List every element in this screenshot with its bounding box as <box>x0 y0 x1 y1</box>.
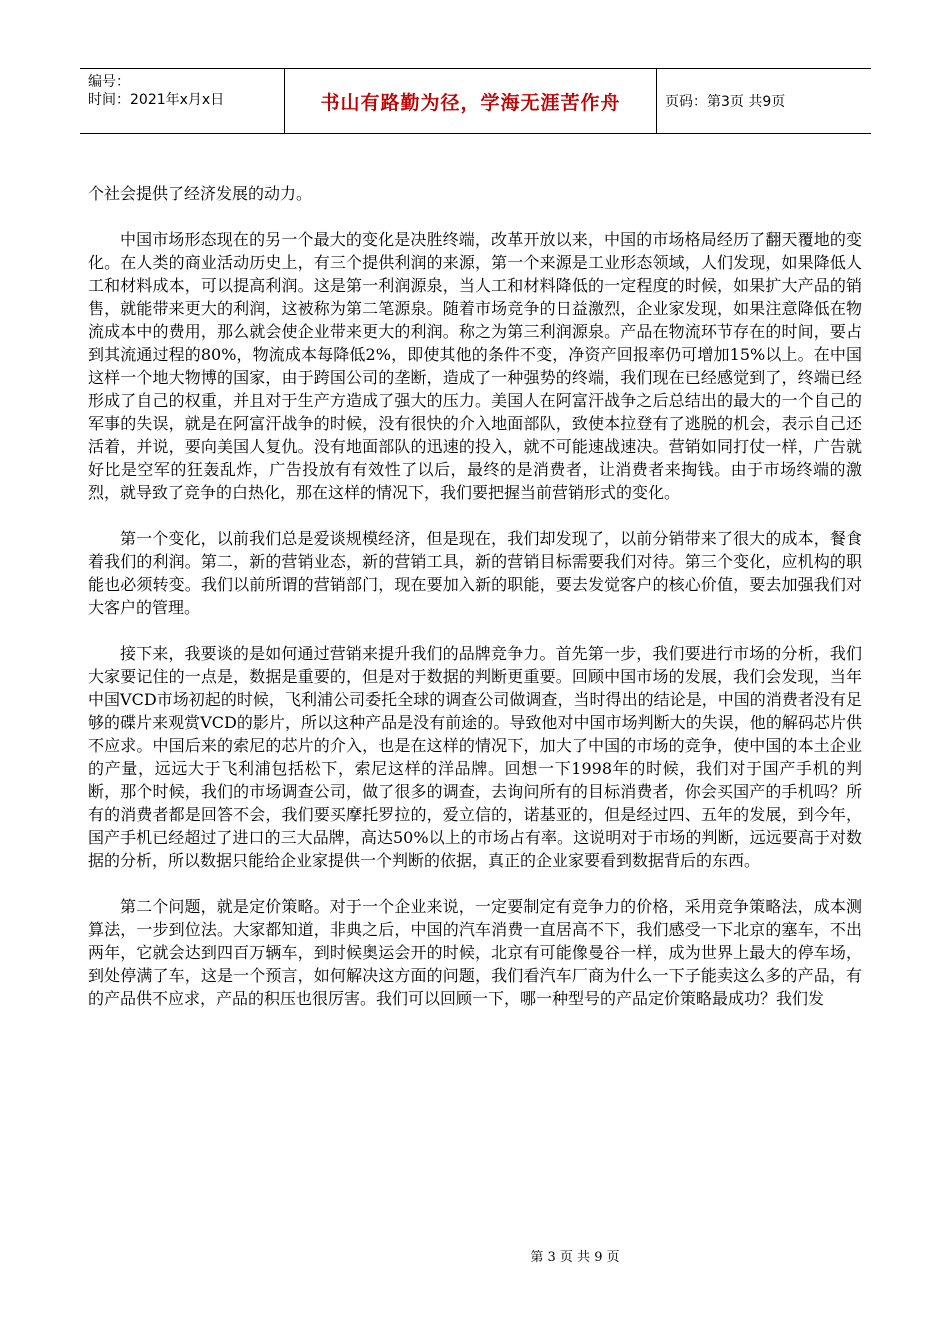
header-page-info: 页码：第3页 共9页 <box>665 94 786 110</box>
paragraph-market-terminal: 中国市场形态现在的另一个最大的变化是决胜终端，改革开放以来，中国的市场格局经历了翻天覆地的变化。在人类的商业活动历史上，有三个提供利润的来源，第一个来源是工业形态领域，人们发现，如果降低人工和材料成本，可以提高利润。这是第一利润源泉，当人工和材料降低的一定程度的时候，如果扩大产品的销售，就能带来更大的利润，这被称为第二笔源泉。随着市场竞争的日益激烈，企业家发现，如果注意降低在物流成本中的费用，那么就会使企业带来更大的利润。称之为第三利润源泉。产品在物流环节存在的时间，要占到其流通过程的80%，物流成本每降低2%，即使其他的条件不变，净资产回报率仍可增加15%以上。在中国这样一个地大物博的国家，由于跨国公司的垄断，造成了一种强势的终端，我们现在已经感觉到了，终端已经形成了自己的权重，并且对于生产方造成了强大的压力。美国人在阿富汗战争之后总结出的最大的一个自己的军事的失误，就是在阿富汗战争的时候，没有很快的介入地面部队，致使本拉登有了逃脱的机会，表示自己还活着，并说，要向美国人复仇。没有地面部队的迅速的投入，就不可能速战速决。营销如同打仗一样，广告就好比是空军的狂轰乱炸，广告投放有有效性了以后，最终的是消费者，让消费者来掏钱。由于市场终端的激烈，就导致了竞争的白热化，那在这样的情况下，我们要把握当前营销形式的变化。 <box>88 230 862 502</box>
page-footer: 第 3 页 共 9 页 <box>530 1250 620 1265</box>
document-date: 时间：2021年x月x日 <box>88 92 225 108</box>
paragraph-three-changes: 第一个变化，以前我们总是爱谈规模经济，但是现在，我们却发现了，以前分销带来了很大的成本，餐食着我们的利润。第二，新的营销业态，新的营销工具，新的营销目标需要我们对待。第三个变化，应机构的职能也必须转变。我们以前所谓的营销部门，现在要加入新的职能，要去发觉客户的核心价值，要去加强我们对大客户的管理。 <box>88 529 862 617</box>
paragraph-pricing-strategy: 第二个问题，就是定价策略。对于一个企业来说，一定要制定有竞争力的价格，采用竞争策略法，成本测算法，一步到位法。大家都知道，非典之后，中国的汽车消费一直居高不下，我们感受一下北京的塞车，不出两年，它就会达到四百万辆车，到时候奥运会开的时候，北京有可能像曼谷一样，成为世界上最大的停车场，到处停满了车，这是一个预言，如何解决这方面的问题，我们看汽车厂商为什么一下子能卖这么多的产品，有的产品供不应求，产品的积压也很厉害。我们可以回顾一下，哪一种型号的产品定价策略最成功？我们发 <box>88 897 862 1008</box>
document-body <box>88 182 862 1033</box>
paragraph-continuation: 个社会提供了经济发展的动力。 <box>88 184 313 203</box>
document-number-label: 编号： <box>88 74 130 90</box>
paragraph-market-analysis: 接下来，我要谈的是如何通过营销来提升我们的品牌竞争力。首先第一步，我们要进行市场的分析，我们大家要记住的一点是，数据是重要的，但是对于数据的判断更重要。回顾中国市场的发展，我们会发现，当年中国VCD市场初起的时候，飞利浦公司委托全球的调查公司做调查，当时得出的结论是，中国的消费者没有足够的碟片来观赏VCD的影片，所以这种产品是没有前途的。导致他对中国市场判断大的失误，他的解码芯片供不应求。中国后来的索尼的芯片的介入，也是在这样的情况下，加大了中国的市场的竞争，使中国的本土企业的产量，远远大于飞利浦包括松下，索尼这样的洋品牌。回想一下1998年的时候，我们对于国产手机的判断，那个时候，我们的市场调查公司，做了很多的调查，去询问所有的目标消费者，你会买国产的手机吗？所有的消费者都是回答不会，我们要买摩托罗拉的，爱立信的，诺基亚的，但是经过四、五年的发展，到今年，国产手机已经超过了进口的三大品牌，高达50%以上的市场占有率。这说明对于市场的判断，远远要高于对数据的分析，所以数据只能给企业家提供一个判断的依据，真正的企业家要看到数据背后的东西。 <box>88 644 862 870</box>
page-header <box>80 68 871 134</box>
header-meta <box>80 69 285 133</box>
header-motto: 书山有路勤为径，学海无涯苦作舟 <box>285 69 657 133</box>
